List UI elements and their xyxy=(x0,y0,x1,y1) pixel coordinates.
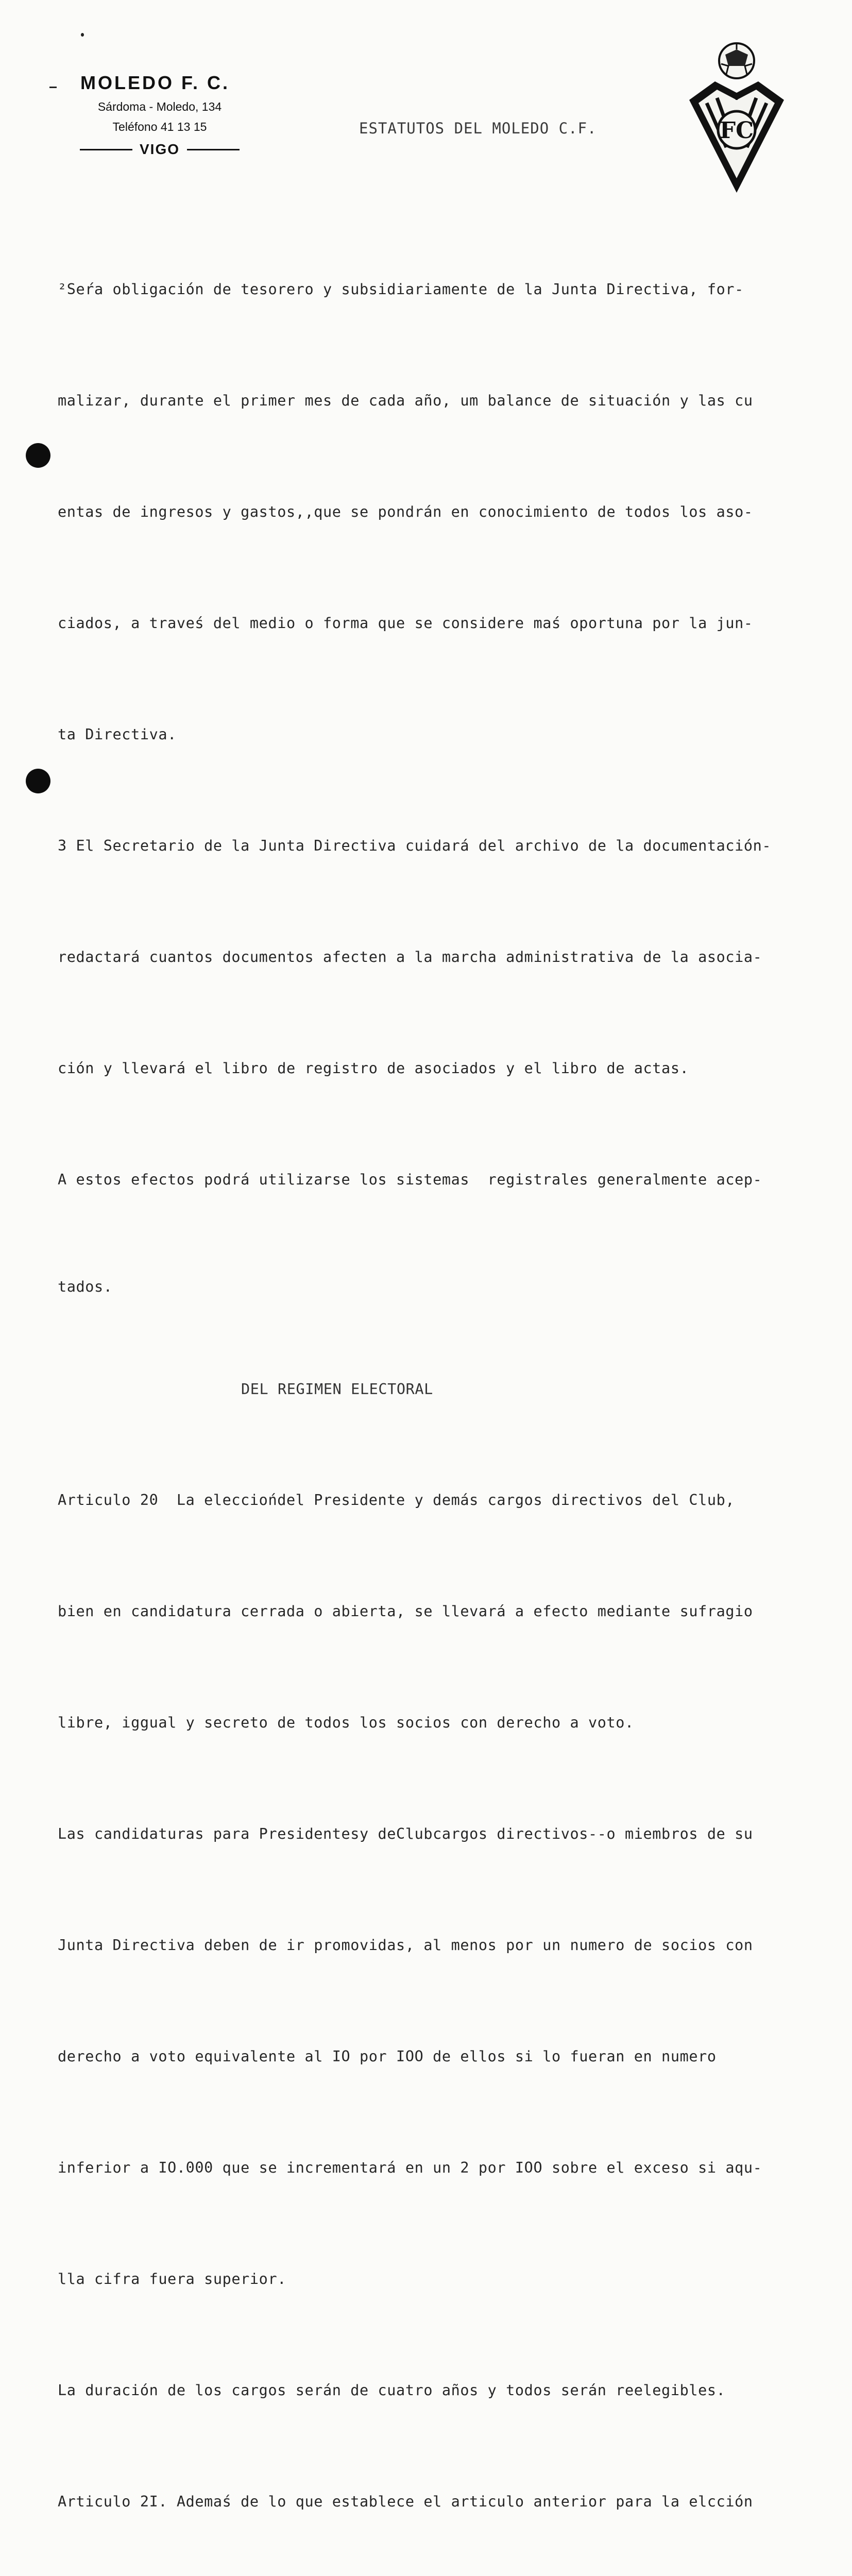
text-line: 3 El Secretario de la Junta Directiva cuidará del archivo de la documentación- xyxy=(58,837,772,854)
text-line: malizar, durante el primer mes de cada año, um balance de situación y las cu xyxy=(58,392,753,409)
svg-text:FC: FC xyxy=(719,117,754,144)
text-line: A estos efectos podrá utilizarse los sistemas registrales generalmente acep- xyxy=(58,1171,762,1188)
left-rule xyxy=(80,149,132,150)
club-phone: Teléfono 41 13 15 xyxy=(112,120,207,133)
text-line: tados. xyxy=(58,1278,113,1295)
text-line: inferior a IO.000 que se incrementará en un 2 por IOO sobre el exceso si aqu- xyxy=(58,2159,762,2176)
letterhead xyxy=(67,72,252,158)
text-line: ta Directiva. xyxy=(58,726,177,743)
text-line: libre, iggual y secreto de todos los socios con derecho a voto. xyxy=(58,1714,634,1731)
ink-speck xyxy=(49,87,57,88)
club-address: Sárdoma - Moledo, 134 xyxy=(97,100,222,113)
text-line: Articulo 20 La elecciońdel Presidente y demás cargos directivos del Club, xyxy=(58,1492,735,1509)
document-title: ESTATUTOS DEL MOLEDO C.F. xyxy=(359,120,597,137)
section-heading-electoral: DEL REGIMEN ELECTORAL xyxy=(241,1381,433,1398)
text-line: derecho a voto equivalente al IO por IOO de ellos si lo fueran en numero xyxy=(58,2048,717,2065)
text-line: entas de ingresos y gastos,,que se pondrán en conocimiento de todos los aso- xyxy=(58,503,753,520)
club-crest-icon xyxy=(685,39,788,194)
text-line: Las candidaturas para Presidentesy deClubcargos directivos--o miembros de su xyxy=(58,1825,753,1842)
club-city-line xyxy=(67,141,252,158)
punch-hole-top xyxy=(26,443,50,468)
club-city: VIGO xyxy=(139,141,180,157)
text-line: ción y llevará el libro de registro de asociados y el libro de actas. xyxy=(58,1060,689,1077)
text-line: redactará cuantos documentos afecten a la marcha administrativa de la asocia- xyxy=(58,948,762,965)
text-line: Junta Directiva deben de ir promovidas, al menos por un numero de socios con xyxy=(58,1937,753,1954)
text-line: ²Seŕa obligación de tesorero y subsidiariamente de la Junta Directiva, for- xyxy=(58,281,744,298)
text-line: Articulo 2I. Ademaś de lo que establece el articulo anterior para la elcción xyxy=(58,2493,753,2510)
text-line: bien en candidatura cerrada o abierta, se llevará a efecto mediante sufragio xyxy=(58,1603,753,1620)
club-name: MOLEDO F. C. xyxy=(80,72,230,93)
ink-speck xyxy=(81,33,84,37)
text-line: La duración de los cargos serán de cuatro años y todos serán reelegibles. xyxy=(58,2382,726,2399)
right-rule xyxy=(187,149,240,150)
text-line: ciados, a traveś del medio o forma que se considere maś oportuna por la jun- xyxy=(58,615,753,632)
punch-hole-bottom xyxy=(26,769,50,793)
text-line: lla cifra fuera superior. xyxy=(58,2270,286,2287)
document-body xyxy=(58,197,836,2576)
